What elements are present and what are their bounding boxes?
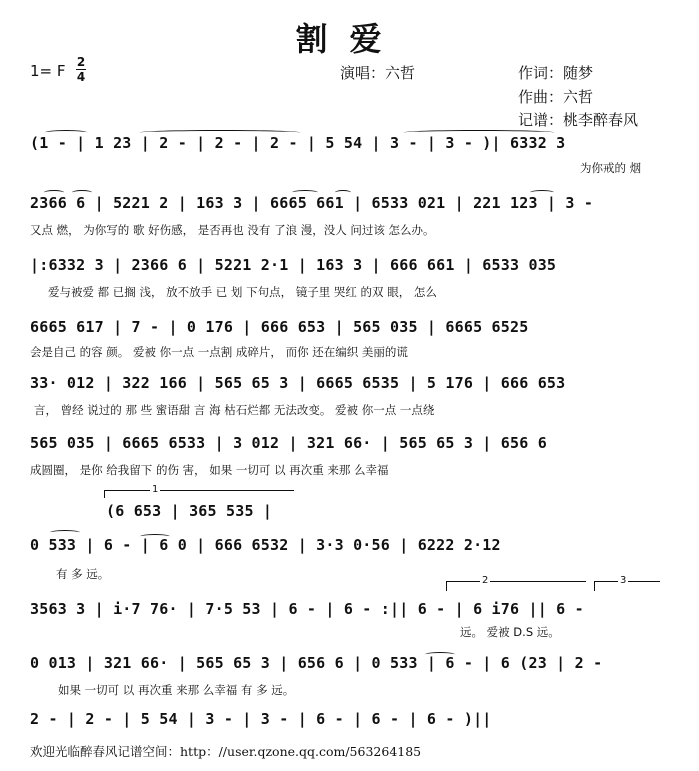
time-signature-top: 2 — [76, 55, 86, 69]
lyric-row: 又点 燃， 为你写的 歌 好伤感， 是否再也 没有 了浪 漫，没人 问过该 怎么办。 — [30, 223, 435, 237]
footer-credit: 欢迎光临醉春风记谱空间：http：//user.qzone.qq.com/563264185 — [30, 744, 422, 759]
composer-credit: 作曲：六哲 — [518, 88, 594, 106]
notation-row: |:6332 3 | 2366 6 | 5221 2·1 | 163 3 | 666 661 | 6533 035 — [30, 256, 557, 274]
notation-row: 565 035 | 6665 6533 | 3 012 | 321 66· | 565 65 3 | 656 6 — [30, 434, 547, 452]
lyric-row: 爱与被爱 都 已搁 浅， 放不放手 已 划 下句点， 镜子里 哭红 的双 眼， 怎么 — [48, 285, 437, 299]
volta-bracket — [446, 581, 586, 582]
singer-credit: 演唱：六哲 — [340, 64, 416, 82]
transcriber-credit: 记谱：桃李醉春风 — [518, 111, 639, 129]
instrumental-row: (6 653 | 365 535 | — [106, 502, 273, 520]
time-signature — [76, 56, 86, 83]
lyric-row: 有 多 远。 — [56, 567, 110, 581]
slur-mark — [292, 190, 318, 195]
song-title: 割爱 — [295, 20, 404, 58]
lyric-row: 成圆圈， 是你 给我留下 的伤 害， 如果 一切可 以 再次重 来那 么幸福 — [30, 463, 389, 477]
notation-row: 6665 617 | 7 - | 0 176 | 666 653 | 565 035 | 6665 6525 — [30, 318, 529, 336]
slur-mark — [140, 130, 300, 135]
volta-bracket — [104, 490, 294, 491]
notation-row: 2366 6 | 5221 2 | 163 3 | 6665 661 | 6533 021 | 221 123 | 3 - — [30, 194, 594, 212]
lyric-row: 言， 曾经 说过的 那 些 蜜语甜 言 海 枯石烂都 无法改变。 爱被 你一点 一点绕 — [34, 403, 435, 417]
notation-row: 33· 012 | 322 166 | 565 65 3 | 6665 6535 | 5 176 | 666 653 — [30, 374, 566, 392]
slur-mark — [140, 534, 170, 539]
lyric-row: 为你戒的 烟 — [580, 161, 642, 175]
slur-mark — [45, 130, 87, 135]
volta-number: 1 — [152, 484, 159, 495]
volta-number: 2 — [482, 575, 489, 586]
volta-bracket-edge — [446, 581, 447, 591]
notation-row: 2 - | 2 - | 5 54 | 3 - | 3 - | 6 - | 6 - | 6 - )|| — [30, 710, 492, 728]
slur-mark — [404, 130, 554, 135]
slur-mark — [44, 190, 64, 195]
lyric-row: 如果 一切可 以 再次重 来那 么幸福 有 多 远。 — [58, 683, 295, 697]
notation-row: 0 013 | 321 66· | 565 65 3 | 656 6 | 0 533 | 6 - | 6 (23 | 2 - — [30, 654, 603, 672]
lyric-row: 远。 爱被 D.S 远。 — [460, 625, 560, 639]
lyric-row: 会是自己 的容 颜。 爱被 你一点 一点割 成碎片， 而你 还在编织 美丽的谎 — [30, 345, 408, 359]
key-signature: 1= F — [30, 62, 66, 80]
slur-mark — [335, 190, 351, 195]
volta-bracket-edge — [104, 490, 105, 498]
slur-mark — [425, 652, 455, 657]
lyricist-credit: 作词：随梦 — [518, 64, 594, 82]
notation-row: 0 533 | 6 - | 6 0 | 666 6532 | 3·3 0·56 | 6222 2·12 — [30, 536, 501, 554]
slur-mark — [50, 530, 80, 535]
notation-row: 3563 3 | i·7 76· | 7·5 53 | 6 - | 6 - :|| 6 - | 6 i76 || 6 - — [30, 600, 584, 618]
volta-number: 3 — [620, 575, 627, 586]
volta-bracket-edge — [594, 581, 595, 591]
time-signature-bottom: 4 — [76, 70, 86, 84]
slur-mark — [72, 190, 92, 195]
notation-row: (1 - | 1 23 | 2 - | 2 - | 2 - | 5 54 | 3 - | 3 - )| 6332 3 — [30, 134, 566, 152]
slur-mark — [530, 190, 554, 195]
